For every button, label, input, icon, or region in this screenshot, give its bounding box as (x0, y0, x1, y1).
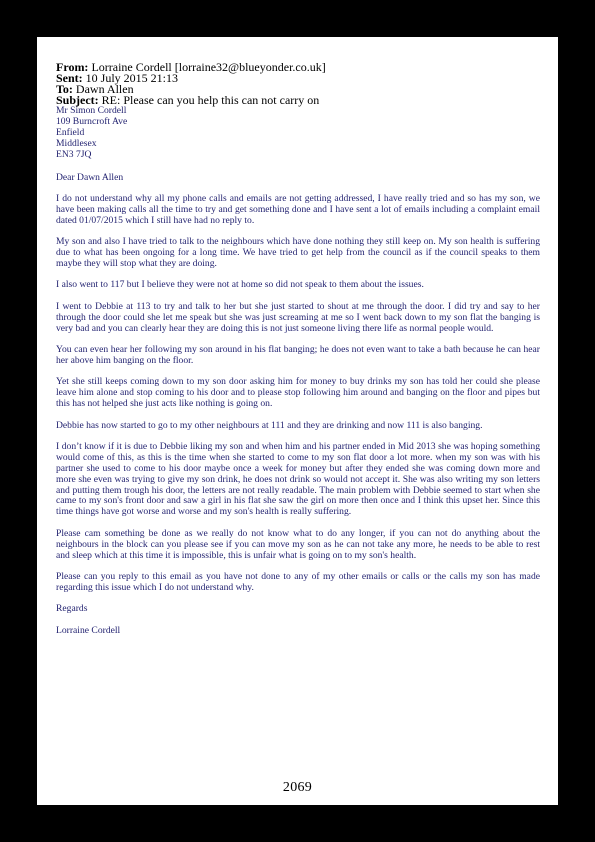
to-label: To: (56, 82, 73, 96)
paragraph: Please can you reply to this email as you have not done to any of my other emails or calls or the calls my son has made regarding this issue which I do not understand why. (56, 571, 540, 593)
page-number: 2069 (282, 780, 313, 795)
paragraph: You can even hear her following my son around in his flat banging; he does not even want to take a bath because he can hear her above him banging on the floor. (56, 344, 540, 366)
signature: Lorraine Cordell (56, 625, 121, 637)
document-page (37, 37, 558, 805)
address-line: Mr Simon Cordell (56, 105, 127, 116)
sent-value: 10 July 2015 21:13 (85, 71, 179, 85)
paragraph: I don’t know if it is due to Debbie liking my son and when him and his partner ended in Mid 2013 she was hoping something would come of this, as this is the time when she started to come to my son flat door a lot more. when my son was with his partner she used to come to his door maybe once a week for money but after they ended she was coming down more and more she even was trying to give my son drink, he does not drink so would not accept it. She was also writing my son letters and putting them trough his door, the letters are not really readable. The main problem with Debbie seemed to start when she came to my son's front door and saw a girl in his flat she saw the girl on more then once and I think this upset her. Since this time things have got worse and worse and my son's health is really suffering. (56, 440, 540, 518)
from-label: From: (56, 60, 89, 74)
subject-label: Subject: (56, 93, 99, 107)
closing: Regards (56, 603, 88, 615)
address-line: 109 Burncroft Ave (56, 115, 128, 127)
to-value: Dawn Allen (75, 82, 134, 96)
paragraph: Please cam something be done as we really do not know what to do any longer, if you can not do anything about the neighbours in the block can you please see if you can move my son as he can not take any more, he needs to be able to rest and sleep which at this time it is impossible, this is unfair what is going on to my son's health. (56, 527, 540, 561)
address-line: Enfield (56, 126, 85, 138)
paragraph: I also went to 117 but I believe they were not at home so did not speak to them about the issues. (56, 279, 424, 291)
subject-row (56, 95, 540, 106)
address-line: Middlesex (56, 137, 97, 149)
email-header (56, 62, 540, 106)
paragraph: I do not understand why all my phone calls and emails are not getting addressed, I have really tried and so has my son, we have been making calls all the time to try and get something done and I have sent a lot of emails including a complaint email dated 01/07/2015 which I still have had no reply to. (56, 192, 540, 226)
address-block (56, 106, 540, 161)
sent-label: Sent: (56, 71, 83, 85)
paragraph: Yet she still keeps coming down to my son door asking him for money to buy drinks my son has told her could she please leave him alone and stop coming to his door and to please stop following him around and banging on the floor and pipes but this has not helped she just acts like nothing is going on. (56, 376, 540, 410)
email-body (56, 106, 540, 637)
paragraph: I went to Debbie at 113 to try and talk to her but she just started to shout at me through the door. I did try and say to her through the door could she let me speak but she was just screaming at me so I went back down to my son flat the banging is very bad and you can clearly hear they are doing this is not just someone living there life as normal people would. (56, 300, 540, 334)
paragraph: Debbie has now started to go to my other neighbours at 111 and they are drinking and now 111 is also banging. (56, 419, 483, 431)
salutation: Dear Dawn Allen (56, 171, 124, 183)
from-value: Lorraine Cordell [lorraine32@blueyonder.co.uk] (91, 60, 326, 74)
address-line: EN3 7JQ (56, 148, 92, 160)
paragraph: My son and also I have tried to talk to the neighbours which have done nothing they still keep on. My son health is suffering due to what has been ongoing for a long time. We have tried to get help from the council as if the council speaks to them maybe they will stop what they are doing. (56, 236, 540, 269)
subject-value: RE: Please can you help this can not carry on (101, 93, 320, 107)
